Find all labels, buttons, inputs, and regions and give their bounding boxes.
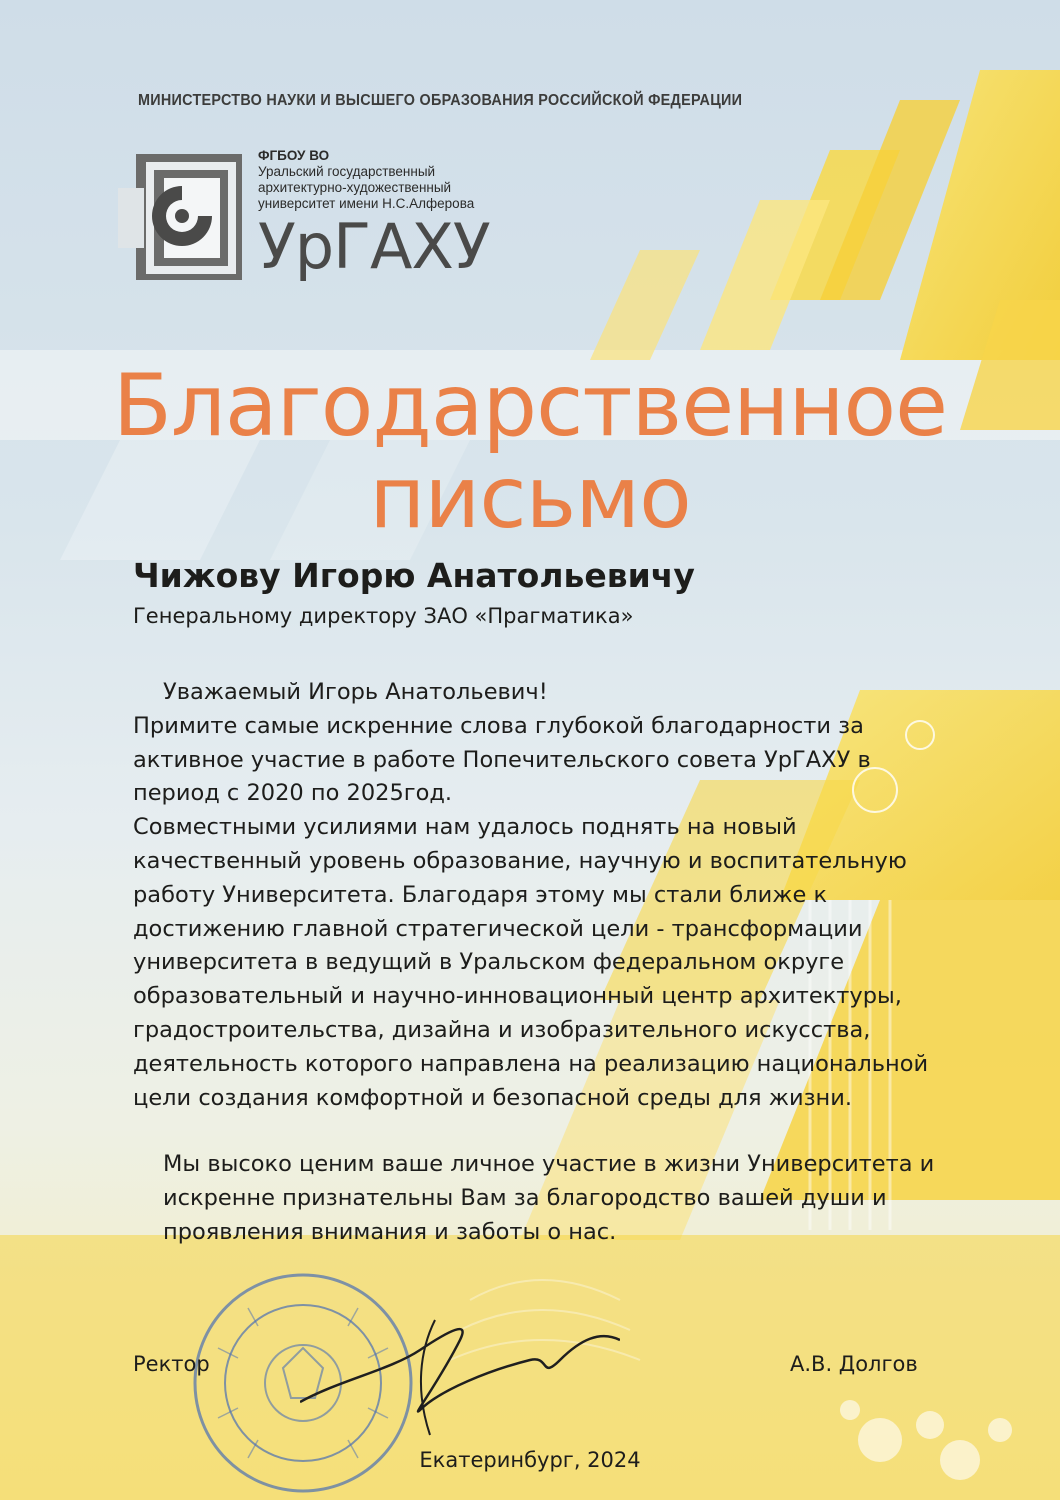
paragraph-gap bbox=[133, 1115, 953, 1148]
salutation: Уважаемый Игорь Анатольевич! bbox=[163, 679, 548, 705]
rector-signature-icon bbox=[300, 1310, 620, 1440]
paragraph-3: Мы высоко ценим ваше личное участие в жизни Университета и искренне признательны Вам за благородство вашей души и проявления внимания и заботы о нас. bbox=[163, 1151, 935, 1245]
university-brand: УрГАХУ bbox=[258, 210, 490, 283]
university-name bbox=[258, 148, 474, 212]
signatory-title: Ректор bbox=[133, 1352, 210, 1376]
paragraph-1: Примите самые искренние слова глубокой благодарности за активное участие в работе Попечительского совета УрГАХУ в период с 2020 по 2025год. bbox=[133, 712, 871, 807]
university-line: ФГБОУ ВО bbox=[258, 148, 330, 163]
signatory-name: А.В. Долгов bbox=[790, 1352, 918, 1376]
paragraph-2: Совместными усилиями нам удалось поднять на новый качественный уровень образование, научную и воспитательную работу Университета. Благодаря этому мы стали ближе к достижению главной стратегической цели - трансформации университета в ведущий в Уральском федеральном округе образовательный и научно-инновационный центр архитектуры, градостроительства, дизайна и изобразительного искусства, деятельность которого направлена на реализацию национальной цели создания комфортной и безопасной среды для жизни. bbox=[133, 814, 929, 1111]
document-title-line1: Благодарственное bbox=[112, 356, 948, 456]
document-title-line2: письмо bbox=[369, 448, 691, 548]
city-year: Екатеринбург, 2024 bbox=[419, 1448, 641, 1472]
university-line: университет имени Н.С.Алферова bbox=[258, 196, 475, 211]
university-line: Уральский государственный bbox=[258, 164, 436, 179]
letter-body bbox=[133, 676, 953, 1250]
ministry-name: МИНИСТЕРСТВО НАУКИ И ВЫСШЕГО ОБРАЗОВАНИЯ РОССИЙСКОЙ ФЕДЕРАЦИИ bbox=[138, 92, 743, 109]
recipient-name: Чижову Игорю Анатольевичу bbox=[133, 556, 695, 595]
university-line: архитектурно-художественный bbox=[258, 180, 452, 195]
recipient-position: Генеральному директору ЗАО «Прагматика» bbox=[133, 604, 634, 628]
university-logo-icon bbox=[118, 148, 242, 280]
